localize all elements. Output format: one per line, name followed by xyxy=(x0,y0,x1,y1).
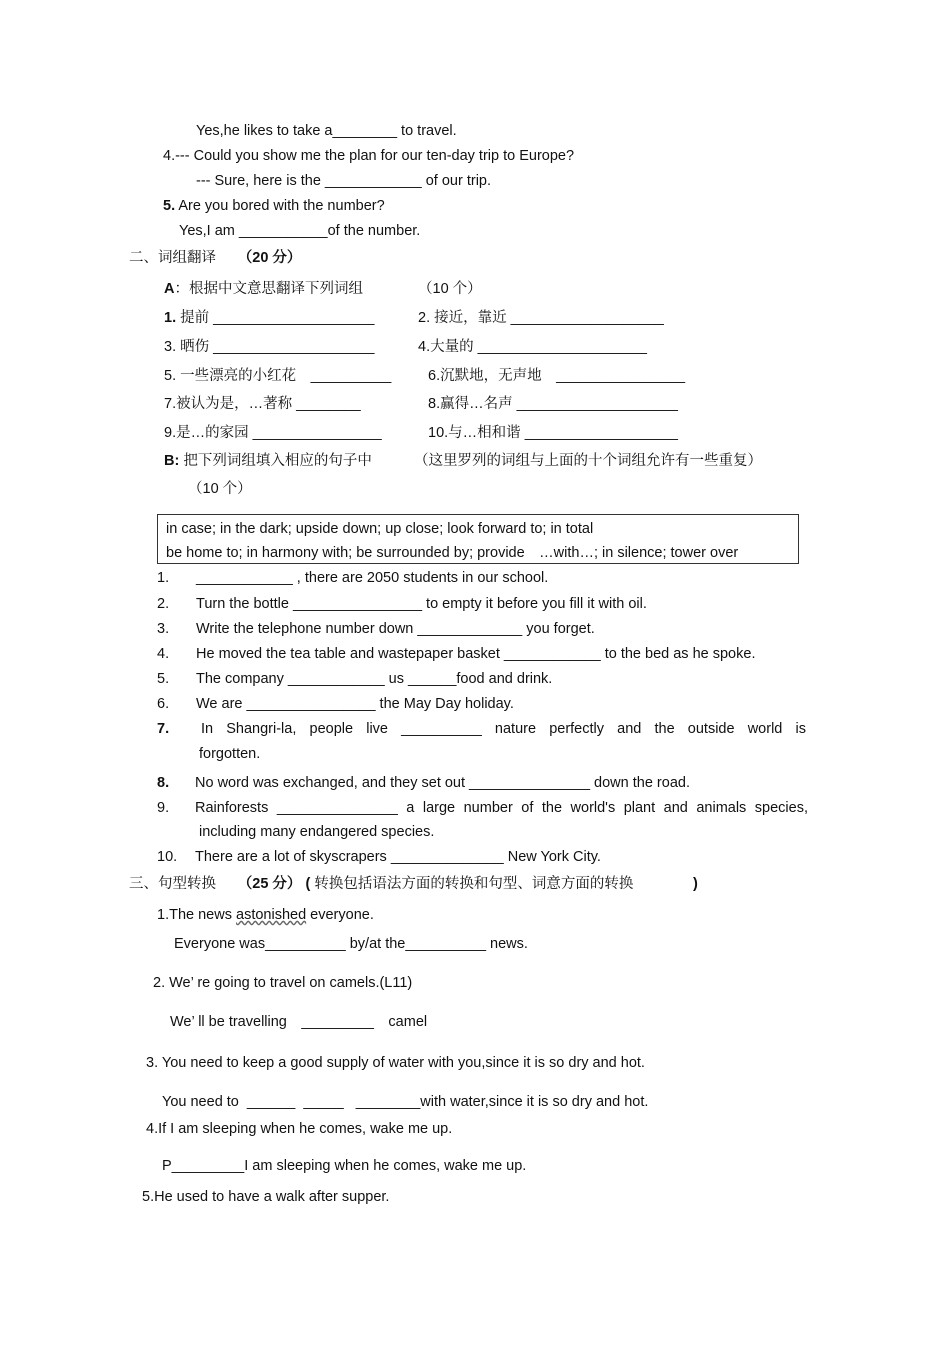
phrase-number: 1. xyxy=(164,310,177,326)
section-3-paren-close: ) xyxy=(693,876,698,892)
transform-q1 xyxy=(157,906,374,924)
q1-text-end: everyone. xyxy=(306,907,374,923)
phrase-text: 沉默地，无声地 ________________ xyxy=(440,368,686,384)
sentence-10-text: There are a lot of skyscrapers ______________ New York City. xyxy=(195,849,601,865)
phrase-item-10 xyxy=(428,424,678,442)
transform-q4: 4.If I am sleeping when he comes, wake me up. xyxy=(146,1121,453,1137)
section-2-score: （20 分） xyxy=(245,250,302,266)
transform-q1-answer: Everyone was__________ by/at the__________ news. xyxy=(174,936,528,952)
phrase-bank-line-2: be home to; in harmony with; be surrounded by; provide …with…; in silence; tower over xyxy=(166,545,739,561)
phrase-number: 3. xyxy=(164,339,177,355)
sentence-7-number: 7. xyxy=(157,721,170,737)
answer-line-4: --- Sure, here is the ____________ of our trip. xyxy=(196,173,492,189)
sentence-5-number: 5. xyxy=(157,671,170,687)
phrase-number: 4. xyxy=(418,339,431,355)
phrase-number: 9. xyxy=(164,425,177,441)
question-5 xyxy=(163,197,385,215)
phrase-item-1 xyxy=(164,309,374,327)
phrase-item-2 xyxy=(418,309,664,327)
part-b-instruction xyxy=(164,452,372,470)
phrase-bank-line-1: in case; in the dark; upside down; up close; look forward to; in total xyxy=(166,521,594,537)
question-5-text: Are you bored with the number? xyxy=(175,198,385,214)
section-2-title: 二、词组翻译 xyxy=(129,250,216,266)
phrase-item-9 xyxy=(164,424,382,442)
sentence-9-text: Rainforests _______________ a large number of the world's plant and animals species, xyxy=(195,800,808,816)
phrase-bank-box xyxy=(157,514,799,564)
phrase-item-3 xyxy=(164,338,374,356)
phrase-text: 提前 ____________________ xyxy=(176,310,375,326)
section-3-score: （25 分） xyxy=(245,876,302,892)
sentence-7-text: In Shangri-la, people live __________ nature perfectly and the outside world is xyxy=(201,721,806,737)
section-2-heading xyxy=(129,249,301,267)
sentence-9-continuation: including many endangered species. xyxy=(199,824,435,840)
transform-q3-answer: You need to ______ _____ ________with water,since it is so dry and hot. xyxy=(162,1094,649,1110)
section-3-note: 转换包括语法方面的转换和句型、词意方面的转换 xyxy=(310,876,634,892)
q1-text-start: 1.The news xyxy=(157,907,236,923)
part-a-label: A xyxy=(164,281,175,297)
sentence-7-continuation: forgotten. xyxy=(199,746,261,762)
phrase-text: 大量的 _____________________ xyxy=(430,339,647,355)
phrase-number: 5. xyxy=(164,368,177,384)
part-b-text: 把下列词组填入相应的句子中 xyxy=(179,453,372,469)
sentence-2-text: Turn the bottle ________________ to empty it before you fill it with oil. xyxy=(196,596,647,612)
phrase-item-7 xyxy=(164,395,361,413)
phrase-number: 8. xyxy=(428,396,441,412)
phrase-text: 是…的家园 ________________ xyxy=(176,425,382,441)
sentence-1-number: 1. xyxy=(157,570,170,586)
transform-q5: 5.He used to have a walk after supper. xyxy=(142,1189,390,1205)
sentence-5-text: The company ____________ us ______food and drink. xyxy=(196,671,553,687)
part-a-text: ：根据中文意思翻译下列词组 xyxy=(174,281,363,297)
question-5-number: 5. xyxy=(163,198,176,214)
phrase-text: 赢得…名声 ____________________ xyxy=(440,396,678,412)
transform-q3: 3. You need to keep a good supply of water with you,since it is so dry and hot. xyxy=(146,1055,645,1071)
sentence-9-number: 9. xyxy=(157,800,170,816)
sentence-1-text: ____________ , there are 2050 students in our school. xyxy=(196,570,549,586)
answer-line-5: Yes,I am ___________of the number. xyxy=(179,223,421,239)
part-b-note: （这里罗列的词组与上面的十个词组允许有一些重复） xyxy=(414,453,762,469)
part-b-count: （10 个） xyxy=(188,481,252,497)
phrase-text: 晒伤 ____________________ xyxy=(176,339,375,355)
sentence-6-text: We are ________________ the May Day holiday. xyxy=(196,696,514,712)
phrase-item-8 xyxy=(428,395,678,413)
sentence-6-number: 6. xyxy=(157,696,170,712)
q1-underlined-word: astonished xyxy=(236,907,307,923)
phrase-number: 10. xyxy=(428,425,449,441)
sentence-10-number: 10. xyxy=(157,849,178,865)
section-3-title: 三、句型转换 xyxy=(129,876,216,892)
answer-line-3: Yes,he likes to take a________ to travel. xyxy=(196,123,457,139)
sentence-8-text: No word was exchanged, and they set out _______________ down the road. xyxy=(195,775,690,791)
phrase-item-6 xyxy=(428,367,685,385)
phrase-number: 2. xyxy=(418,310,431,326)
sentence-4-number: 4. xyxy=(157,646,170,662)
part-a-instruction xyxy=(164,280,363,298)
transform-q4-answer: P_________I am sleeping when he comes, wake me up. xyxy=(162,1158,527,1174)
part-b-label: B: xyxy=(164,453,180,469)
sentence-4-text: He moved the tea table and wastepaper basket ____________ to the bed as he spoke. xyxy=(196,646,756,662)
phrase-number: 7. xyxy=(164,396,177,412)
phrase-item-5 xyxy=(164,367,391,385)
sentence-2-number: 2. xyxy=(157,596,170,612)
section-3-paren-open: ( xyxy=(305,876,311,892)
transform-q2-answer: We’ ll be travelling _________ camel xyxy=(170,1014,428,1030)
phrase-text: 接近，靠近 ___________________ xyxy=(430,310,664,326)
sentence-8-number: 8. xyxy=(157,775,170,791)
sentence-3-number: 3. xyxy=(157,621,170,637)
part-a-count: （10 个） xyxy=(418,281,482,297)
question-4: 4.--- Could you show me the plan for our ten-day trip to Europe? xyxy=(163,148,575,164)
phrase-item-4 xyxy=(418,338,647,356)
phrase-number: 6. xyxy=(428,368,441,384)
section-3-heading xyxy=(129,875,633,893)
transform-q2: 2. We’ re going to travel on camels.(L11) xyxy=(153,975,413,991)
phrase-text: 被认为是，…著称 ________ xyxy=(176,396,361,412)
phrase-text: 一些漂亮的小红花 __________ xyxy=(176,368,392,384)
phrase-text: 与…相和谐 ___________________ xyxy=(448,425,678,441)
sentence-3-text: Write the telephone number down _____________ you forget. xyxy=(196,621,595,637)
